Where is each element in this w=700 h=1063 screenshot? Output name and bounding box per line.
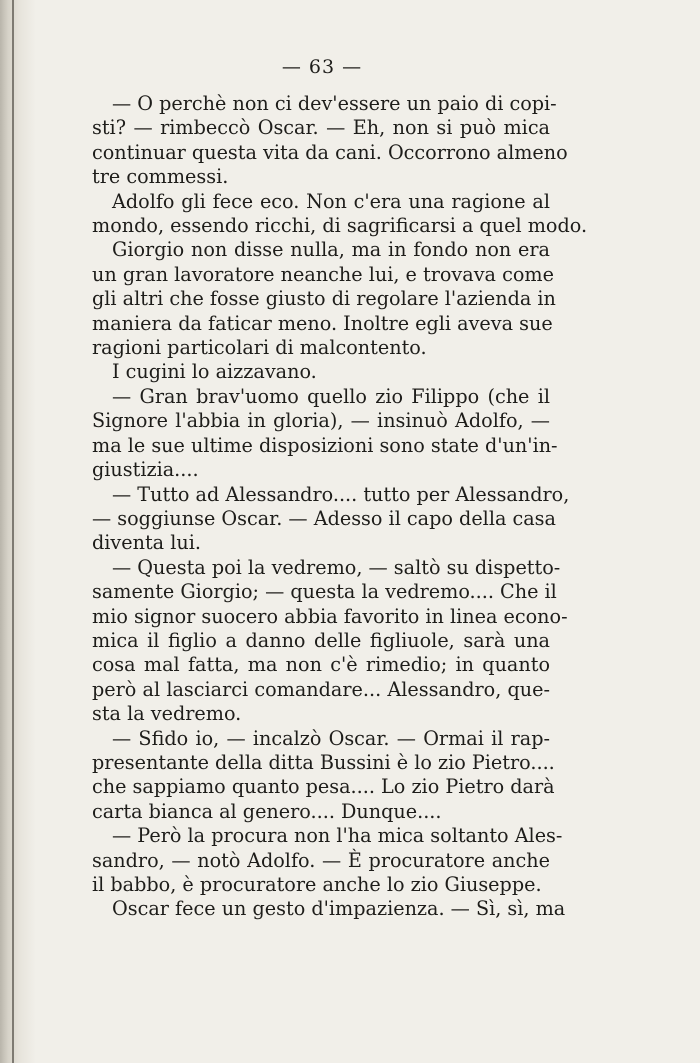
- text-line: tre commessi.: [92, 165, 229, 189]
- text-line: — Sfido io, — incalzò Oscar. — Ormai il rap-: [112, 726, 550, 750]
- paragraph: [72, 360, 550, 384]
- text-line: mio signor suocero abbia favorito in linea econo-: [92, 604, 568, 628]
- text-line: — soggiunse Oscar. — Adesso il capo della casa: [92, 506, 556, 530]
- text-line: Adolfo gli fece eco. Non c'era una ragione al: [112, 189, 550, 213]
- book-spine-shadow: [0, 0, 36, 1063]
- text-line: — Però la procura non l'ha mica soltanto Ales-: [112, 824, 563, 848]
- text-line: il babbo, è procuratore anche lo zio Giuseppe.: [92, 873, 542, 896]
- text-line: Giorgio non disse nulla, ma in fondo non era: [112, 238, 550, 262]
- text-line: un gran lavoratore neanche lui, e trovava come: [92, 262, 554, 286]
- text-line: mica il figlio a danno delle figliuole, sarà una: [92, 628, 550, 652]
- text-line: samente Giorgio; — questa la vedremo.... Che il: [92, 580, 557, 604]
- paragraph: [72, 189, 588, 239]
- paragraph: [72, 897, 566, 921]
- text-line: I cugini lo aizzavano.: [112, 360, 317, 384]
- text-line: ragioni particolari di malcontento.: [92, 336, 427, 360]
- text-line: carta bianca al genero.... Dunque....: [92, 799, 442, 823]
- paragraph: [72, 92, 568, 190]
- body-text: [72, 92, 588, 922]
- paragraph: [72, 726, 555, 825]
- text-line: continuar questa vita da cani. Occorrono almeno: [92, 140, 568, 164]
- text-line: diventa lui.: [92, 531, 201, 555]
- paragraph: [72, 482, 570, 556]
- text-line: però al lasciarci comandare... Alessandro, que-: [92, 677, 550, 701]
- text-line: sta la vedremo.: [92, 702, 242, 726]
- text-line: mondo, essendo ricchi, di sagrificarsi a quel modo.: [92, 214, 588, 238]
- text-line: — Gran brav'uomo quello zio Filippo (che il: [112, 384, 550, 408]
- text-line: Oscar fece un gesto d'impazienza. — Sì, sì, ma: [112, 897, 566, 921]
- paragraph: [72, 238, 556, 360]
- text-line: Signore l'abbia in gloria), — insinuò Adolfo, —: [92, 409, 550, 433]
- text-line: sti? — rimbeccò Oscar. — Eh, non si può mica: [92, 116, 550, 140]
- text-line: gli altri che fosse giusto di regolare l'azienda in: [92, 287, 556, 311]
- text-line: cosa mal fatta, ma non c'è rimedio; in quanto: [92, 653, 550, 677]
- paragraph: [72, 555, 568, 727]
- text-line: maniera da faticar meno. Inoltre egli aveva sue: [92, 311, 553, 335]
- text-line: presentante della ditta Bussini è lo zio Pietro....: [92, 750, 555, 774]
- page-edge-line: [12, 0, 14, 1063]
- text-line: sandro, — notò Adolfo. — È procuratore anche: [92, 848, 550, 872]
- text-line: ma le sue ultime disposizioni sono state d'un'in-: [92, 433, 558, 457]
- page-number: — 63 —: [281, 56, 363, 78]
- text-line: che sappiamo quanto pesa.... Lo zio Pietro darà: [92, 775, 555, 799]
- paragraph: [72, 384, 558, 483]
- text-line: giustizia....: [92, 458, 199, 482]
- paragraph: [72, 824, 563, 897]
- text-line: — O perchè non ci dev'essere un paio di copi-: [112, 92, 557, 115]
- text-line: — Questa poi la vedremo, — saltò su dispetto-: [112, 555, 561, 579]
- text-line: — Tutto ad Alessandro.... tutto per Alessandro,: [112, 482, 570, 506]
